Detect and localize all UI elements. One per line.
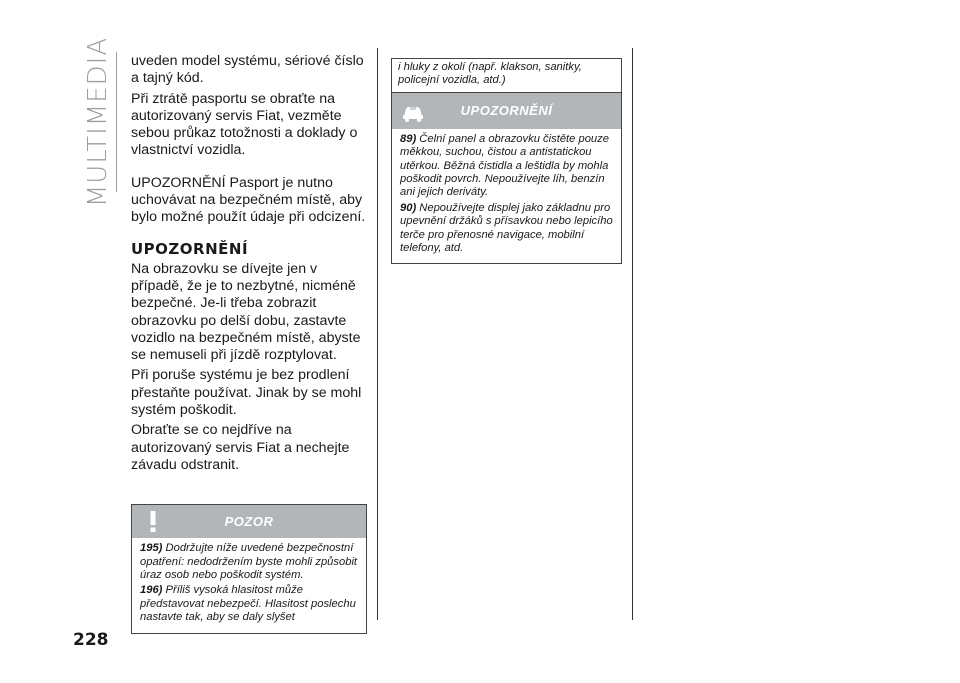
note-text: Nepoužívejte displej jako základnu pro upevnění držáků s přísavkou nebo lepicího terče pro přenosné navigace, mobilní telefony, atd. — [400, 201, 613, 255]
column-2 — [391, 58, 622, 264]
note-text: Příliš vysoká hlasitost může představovat nebezpečí. Hlasitost poslechu nastavte tak, aby se daly slyšet — [140, 584, 356, 624]
note-item — [140, 584, 358, 624]
note-item — [400, 133, 613, 200]
column-divider-2 — [632, 48, 633, 620]
car-hand-icon — [400, 98, 426, 124]
note-number: 196) — [140, 584, 163, 597]
note-number: 89) — [400, 132, 417, 145]
warning-body — [392, 129, 621, 264]
column-divider-1 — [377, 48, 378, 620]
paragraph: Při poruše systému je bez prodlení přestaňte používat. Jinak by se mohl systém poškodit. — [131, 367, 362, 419]
exclamation-triangle-icon — [140, 508, 166, 534]
paragraph: uveden model systému, sériové číslo a tajný kód. — [131, 53, 364, 87]
continued-note: i hluky z okolí (např. klakson, sanitky, policejní vozidla, atd.) — [391, 58, 622, 92]
warning-box — [391, 92, 622, 265]
paragraph: Na obrazovku se dívejte jen v případě, že je to nezbytné, nicméně bezpečné. Je-li třeba zobrazit obrazovku po delší dobu, zastavte vozidlo na bezpečném místě, abyste se nemuseli při jízdě rozptylovat. — [131, 260, 361, 364]
section-title-text: MULTIMEDIA — [83, 36, 114, 208]
warning-title: UPOZORNĚNÍ — [460, 103, 553, 119]
caution-banner — [132, 505, 366, 538]
paragraph: Obraťte se co nejdříve na autorizovaný servis Fiat a nechejte závadu odstranit. — [131, 422, 350, 473]
page-number: 228 — [73, 630, 109, 650]
caution-title: POZOR — [224, 514, 274, 530]
note-item — [140, 542, 358, 582]
section-title-rule — [116, 52, 117, 192]
section-title — [80, 36, 116, 208]
caution-body — [132, 538, 366, 632]
paragraph: Při ztrátě pasportu se obraťte na autorizovaný servis Fiat, vezměte sebou průkaz totožnosti a doklady o vlastnictví vozidla. — [131, 90, 358, 159]
warning-banner — [392, 93, 621, 129]
section-heading: UPOZORNĚNÍ — [131, 239, 249, 258]
column-1 — [131, 53, 367, 634]
note-number: 90) — [400, 201, 417, 214]
note-text: Čelní panel a obrazovku čistěte pouze měkkou, suchou, čistou a antistatickou utěrkou. Běžná čistidla a leštidla by mohla poškodit povrch. Nepoužívejte líh, benzín ani jejich deriváty. — [400, 132, 609, 199]
caution-box — [131, 504, 367, 633]
note-text: Dodržujte níže uvedené bezpečnostní opatření: nedodržením byste mohli způsobit úraz osob nebo poškodit systém. — [140, 542, 358, 582]
note-item — [400, 202, 613, 256]
note-number: 195) — [140, 542, 163, 555]
paragraph: UPOZORNĚNÍ Pasport je nutno uchovávat na bezpečném místě, aby bylo možné použít údaje při odcizení. — [131, 174, 366, 226]
